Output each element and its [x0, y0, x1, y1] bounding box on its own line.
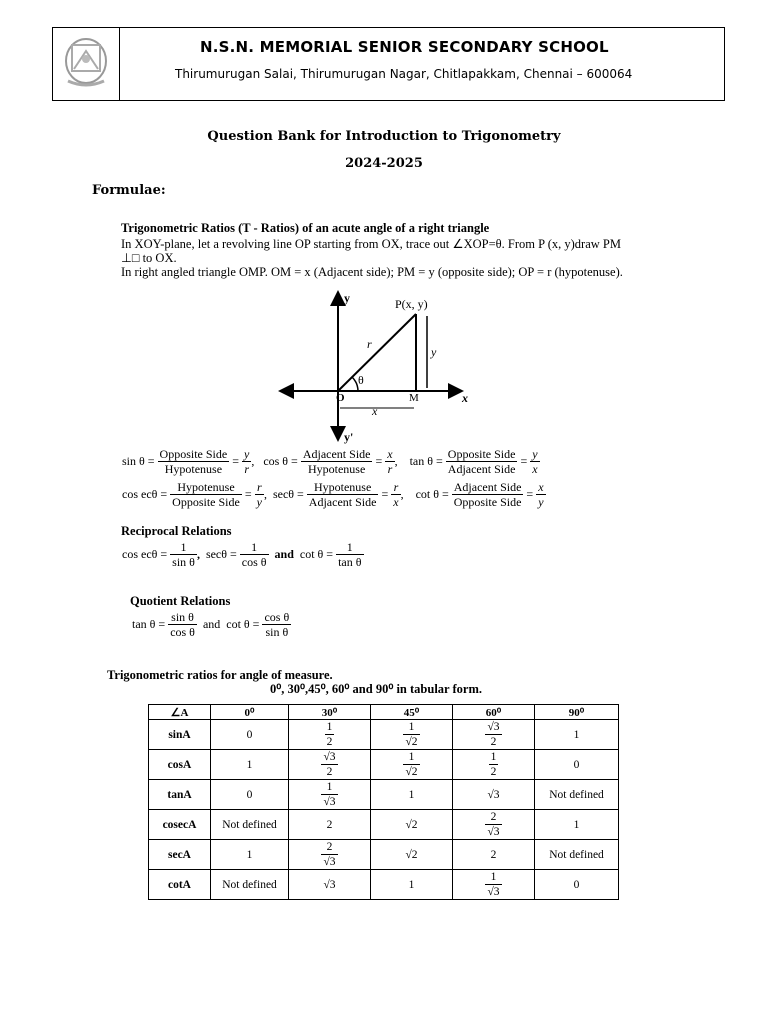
ratios-line-2: ⊥□ to OX.: [121, 251, 177, 265]
recip-one-3: 1: [336, 540, 363, 555]
ratios-heading: Trigonometric Ratios (T - Ratios) of an acute angle of a right triangle: [121, 221, 490, 235]
recip-cosec-lhs: cos ecθ =: [122, 547, 168, 561]
recip-and: and: [274, 547, 294, 561]
table-cell: 1: [535, 810, 619, 840]
quot-tan-lhs: tan θ =: [132, 617, 166, 631]
ratios-line-3: In right angled triangle OMP. OM = x (Adjacent side); PM = y (opposite side); OP = r (hypotenuse).: [121, 265, 623, 279]
label-side-y: y: [431, 345, 437, 359]
table-cell: 2: [453, 840, 535, 870]
quotient-heading: Quotient Relations: [130, 594, 231, 608]
col-header: 45⁰: [371, 705, 453, 720]
school-address: Thirumurugan Salai, Thirumurugan Nagar, Chitlapakkam, Chennai – 600064: [175, 67, 633, 81]
cos-d2: r: [387, 462, 393, 476]
table-cell: 2: [289, 810, 371, 840]
tan-den: Adjacent Side: [447, 462, 516, 476]
table-cell: $\frac{1}{√3}$: [453, 870, 535, 900]
table-cell: $\frac{2}{√3}$: [289, 840, 371, 870]
ratios-line-1: In XOY-plane, let a revolving line OP starting from OX, trace out ∠XOP=θ. From P (x, y)draw PM: [121, 237, 621, 251]
table-cell: $\frac{2}{√3}$: [453, 810, 535, 840]
row-header: cotA: [149, 870, 211, 900]
cosec-den: Opposite Side: [172, 495, 240, 509]
table-cell: 1: [211, 840, 289, 870]
recip-one-2: 1: [240, 540, 269, 555]
cot-d2: y: [538, 495, 544, 509]
page-title: Question Bank for Introduction to Trigonometry: [207, 129, 561, 144]
table-cell: Not defined: [535, 840, 619, 870]
recip-one-1: 1: [170, 540, 197, 555]
table-cell: 1: [535, 720, 619, 750]
quot-and: and: [202, 617, 221, 631]
quot-cot-lhs: cot θ =: [226, 617, 260, 631]
label-p: P(x, y): [395, 297, 428, 311]
label-y: y: [344, 291, 350, 305]
tan-d2: x: [532, 462, 538, 476]
label-o: O: [336, 392, 345, 404]
cos-n2: x: [387, 447, 393, 461]
row-header: cosecA: [149, 810, 211, 840]
trig-values-table: [148, 704, 619, 900]
table-cell: √3: [289, 870, 371, 900]
table-cell: $\frac{√3}{2}$: [453, 720, 535, 750]
col-header: 0⁰: [211, 705, 289, 720]
quot-tan-num: sin θ: [168, 610, 197, 625]
table-corner: ∠A: [149, 705, 211, 720]
table-row: [149, 870, 619, 900]
reciprocal-row: cos ecθ = $\frac{1}{\text{sin θ}}$ , secθ = $\frac{1}{\text{cos θ}}$ and cot θ = $\frac{1}{\text{tan θ}}$: [122, 540, 362, 569]
table-heading-1: Trigonometric ratios for angle of measure.: [107, 668, 333, 682]
tan-num: Opposite Side: [447, 447, 516, 461]
quotient-row: [132, 610, 291, 639]
table-row: [149, 810, 619, 840]
cosec-d2: y: [256, 495, 262, 509]
table-cell: $\frac{1}{√2}$: [371, 750, 453, 780]
table-cell: $\frac{1}{√3}$: [289, 780, 371, 810]
row-header: cosA: [149, 750, 211, 780]
sec-d2: x: [393, 495, 399, 509]
table-row: [149, 780, 619, 810]
table-cell: $\frac{1}{2}$: [289, 720, 371, 750]
sin-d2: r: [244, 462, 249, 476]
cos-lhs: cos θ =: [263, 454, 298, 468]
table-row: [149, 840, 619, 870]
table-cell: Not defined: [535, 780, 619, 810]
table-cell: √2: [371, 840, 453, 870]
formulae-label: Formulae:: [92, 183, 166, 198]
table-cell: √2: [371, 810, 453, 840]
cos-den: Hypotenuse: [307, 462, 366, 476]
cosec-n2: r: [255, 480, 264, 495]
formula-row-1: sin θ = $\frac{\text{Opposite Side}}{\text{Hypotenuse}}$ = $\frac{y}{r}$ , cos θ = $\frac{\text{Adjacent Side}}{\text{Hypotenuse}}$ = $\frac{x}{r}$ , tan θ = $\frac{\text{Opposite Side}}{\text{Adjacent Side}}$ = $\frac{y}{x}$: [122, 447, 538, 476]
tan-n2: y: [532, 447, 538, 461]
table-cell: $\frac{√3}{2}$: [289, 750, 371, 780]
label-m: M: [409, 392, 419, 404]
table-cell: 1: [371, 870, 453, 900]
sec-den: Adjacent Side: [308, 495, 377, 509]
col-header: 90⁰: [535, 705, 619, 720]
sec-num: Hypotenuse: [307, 480, 379, 495]
sec-lhs: secθ =: [272, 487, 304, 501]
sin-den: Hypotenuse: [164, 462, 223, 476]
recip-tan-den: tan θ: [338, 555, 362, 569]
row-header: sinA: [149, 720, 211, 750]
table-heading-2: 0⁰, 30⁰,45⁰, 60⁰ and 90⁰ in tabular form.: [270, 682, 482, 696]
hypotenuse-line: [338, 314, 416, 391]
cosec-num: Hypotenuse: [170, 480, 242, 495]
table-row: [149, 750, 619, 780]
quot-cot-den: sin θ: [265, 625, 289, 639]
sin-fraction: [158, 447, 230, 476]
cot-num: Adjacent Side: [452, 480, 524, 495]
right-triangle-diagram: [270, 288, 480, 448]
reciprocal-heading: Reciprocal Relations: [121, 524, 232, 538]
recip-sec-lhs: secθ =: [205, 547, 237, 561]
sin-lhs: sin θ =: [122, 454, 155, 468]
logo-cell: [52, 27, 120, 101]
table-cell: 1: [211, 750, 289, 780]
cot-den: Opposite Side: [453, 495, 522, 509]
table-cell: √3: [453, 780, 535, 810]
recip-cos-den: cos θ: [241, 555, 267, 569]
cos-num: Adjacent Side: [302, 447, 371, 461]
table-header-row: [149, 705, 619, 720]
table-row: [149, 720, 619, 750]
label-r: r: [367, 337, 372, 351]
formula-row-2: cos ecθ = $\frac{\text{Hypotenuse}}{\text{Opposite Side}}$ = $\frac{r}{y}$ , secθ = $\frac{\text{Hypotenuse}}{\text{Adjacent Side}}$ = $\frac{r}{x}$ , cot θ = $\frac{\text{Adjacent Side}}{\text{Opposite Side}}$ = $\frac{x}{y}$: [122, 480, 544, 509]
tan-lhs: tan θ =: [409, 454, 443, 468]
recip-cot-lhs: cot θ =: [299, 547, 334, 561]
table-cell: 0: [535, 870, 619, 900]
col-header: 30⁰: [289, 705, 371, 720]
table-cell: 0: [535, 750, 619, 780]
quot-cot-num: cos θ: [264, 610, 290, 624]
table-cell: 0: [211, 780, 289, 810]
table-cell: $\frac{1}{√2}$: [371, 720, 453, 750]
label-x: x: [462, 391, 468, 405]
row-header: secA: [149, 840, 211, 870]
cosec-lhs: cos ecθ =: [122, 487, 168, 501]
cot-n2: x: [538, 480, 544, 494]
table-cell: 0: [211, 720, 289, 750]
label-y-neg: y': [344, 430, 354, 444]
sin-num: Opposite Side: [159, 447, 228, 461]
row-header: tanA: [149, 780, 211, 810]
recip-sin-den: sin θ: [172, 555, 195, 569]
table-cell: $\frac{1}{2}$: [453, 750, 535, 780]
sec-n2: r: [391, 480, 400, 495]
col-header: 60⁰: [453, 705, 535, 720]
academic-year: 2024-2025: [345, 156, 423, 171]
table-cell: Not defined: [211, 810, 289, 840]
label-side-x: x: [372, 404, 378, 418]
school-name: N.S.N. MEMORIAL SENIOR SECONDARY SCHOOL: [200, 38, 609, 56]
sin-n2: y: [243, 447, 250, 461]
cot-lhs: cot θ =: [415, 487, 449, 501]
table-cell: 1: [371, 780, 453, 810]
label-theta: θ: [358, 373, 364, 387]
school-emblem-icon: [54, 29, 118, 99]
quot-tan-den: cos θ: [170, 625, 195, 639]
table-cell: Not defined: [211, 870, 289, 900]
